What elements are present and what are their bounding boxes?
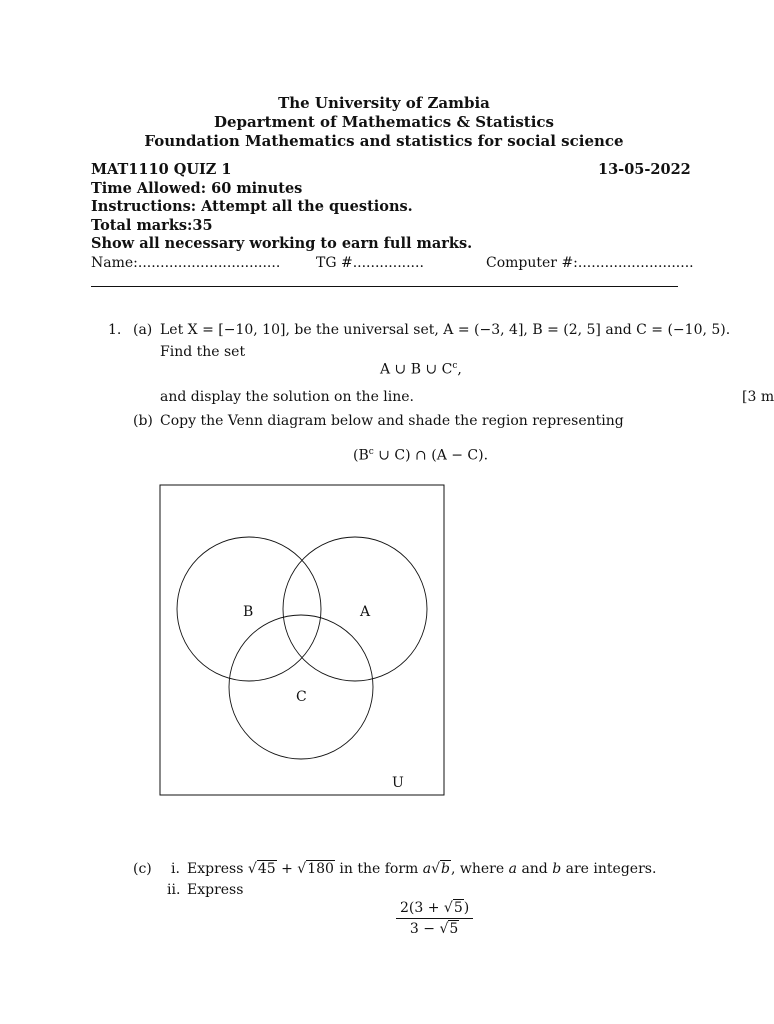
- question-number: 1.: [108, 322, 122, 338]
- part-c-ii-label: ii.: [167, 882, 181, 898]
- label-a: A: [360, 604, 371, 620]
- part-c-i-label: i.: [171, 861, 180, 877]
- set-b: B = (2, 5]: [532, 322, 601, 338]
- universal-set-box: [160, 485, 444, 795]
- part-c-label: (c): [133, 861, 152, 877]
- universal-set: X = [−10, 10]: [187, 322, 286, 338]
- label-b: B: [243, 604, 254, 620]
- time-allowed: Time Allowed: 60 minutes: [91, 180, 303, 197]
- quiz-code: MAT1110 QUIZ 1: [91, 161, 232, 178]
- part-a-label: (a): [133, 322, 153, 338]
- total-marks: Total marks:35: [91, 217, 213, 234]
- part-a-marks: [3 m: [742, 389, 774, 405]
- working-note: Show all necessary working to earn full marks.: [91, 235, 473, 252]
- part-a-statement: Let X = [−10, 10], be the universal set, A = (−3, 4], B = (2, 5] and C = (−10, 5).: [160, 322, 731, 338]
- course-title: Foundation Mathematics and statistics for social science: [144, 132, 624, 150]
- set-expression: A ∪ B ∪ $C^c$,: [380, 361, 462, 378]
- part-c-ii-statement: Express: [187, 882, 244, 898]
- venn-expression: ($B^c$ ∪ C) ∩ (A − C).: [353, 447, 489, 464]
- venn-diagram: [159, 484, 446, 798]
- instructions: Instructions: Attempt all the questions.: [91, 198, 413, 215]
- label-u: U: [392, 775, 404, 791]
- part-b-statement: Copy the Venn diagram below and shade the region representing: [160, 413, 624, 429]
- display-instruction: and display the solution on the line.: [160, 389, 415, 405]
- header-divider: [91, 286, 678, 287]
- part-c-i-statement: Express √45 + √180 in the form a√b, where a and b are integers.: [187, 861, 657, 877]
- part-b-label: (b): [133, 413, 153, 429]
- fraction-expression: $\frac{2(3 + √5)}{3 - √5}$: [396, 900, 473, 937]
- find-the-set: Find the set: [160, 344, 246, 360]
- set-c: C = (−10, 5).: [636, 322, 731, 338]
- computer-field: Computer #:..........................: [486, 255, 694, 271]
- circle-c: [229, 615, 373, 759]
- tg-field: TG #................: [316, 255, 424, 271]
- university-name: The University of Zambia: [278, 94, 490, 112]
- circle-a: [283, 537, 427, 681]
- set-a: A = (−3, 4]: [443, 322, 524, 338]
- quiz-date: 13-05-2022: [598, 161, 691, 178]
- label-c: C: [296, 689, 307, 705]
- department-name: Department of Mathematics & Statistics: [214, 113, 554, 131]
- name-field: Name:................................: [91, 255, 281, 271]
